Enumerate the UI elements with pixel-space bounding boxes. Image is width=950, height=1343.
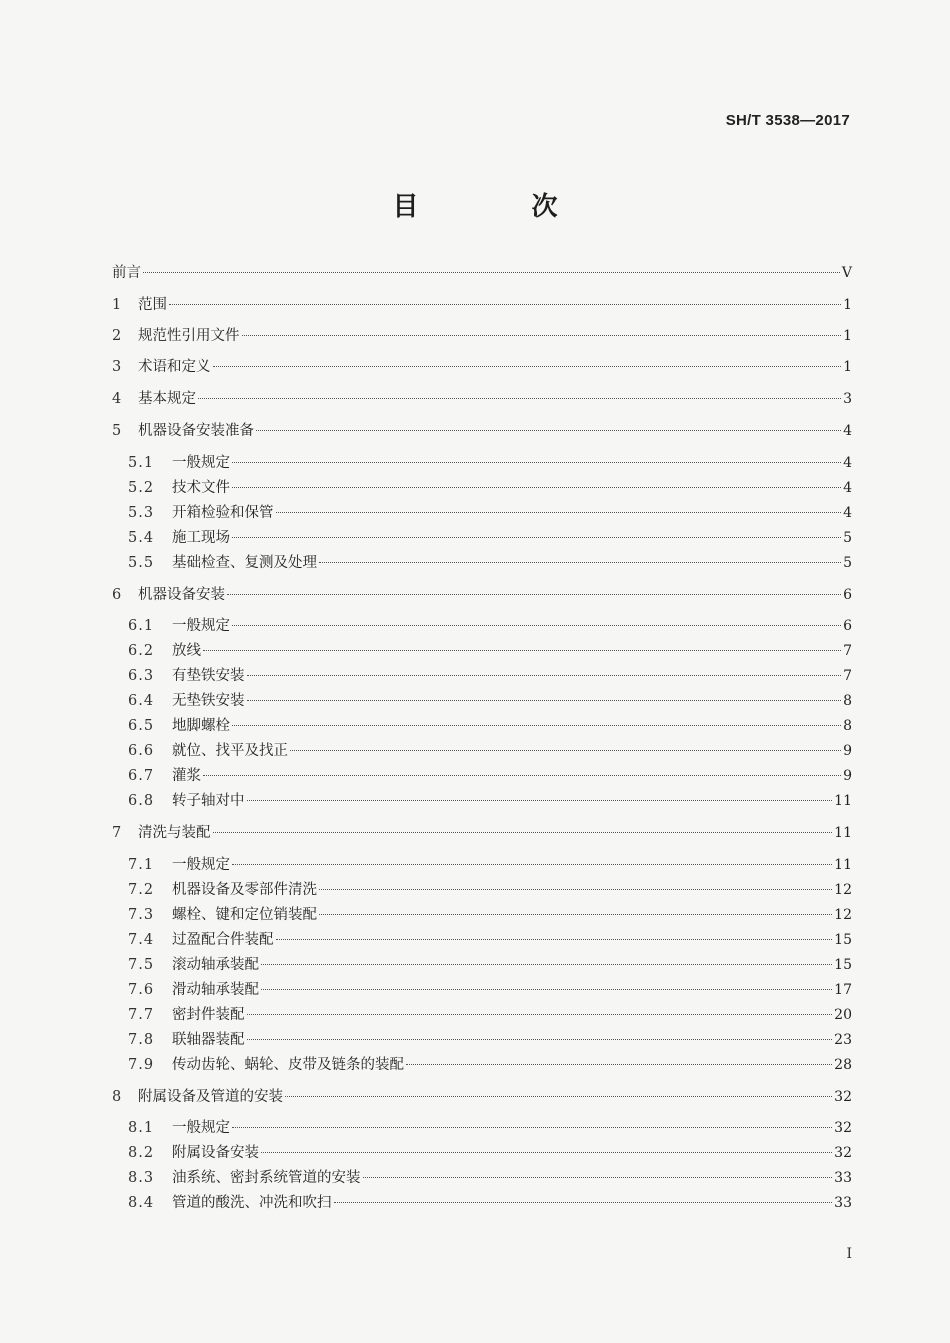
toc-entry-number: 5 bbox=[112, 423, 122, 439]
toc-entry[interactable] bbox=[128, 453, 852, 473]
dot-leader bbox=[406, 1064, 832, 1065]
dot-leader bbox=[247, 700, 842, 701]
toc-entry[interactable] bbox=[128, 1143, 852, 1163]
toc-entry-page: 7 bbox=[843, 643, 852, 659]
toc-entry-page: 9 bbox=[843, 743, 852, 759]
dot-leader bbox=[247, 675, 842, 676]
toc-entry-number: 8.4 bbox=[128, 1195, 155, 1211]
toc-entry-title: 就位、找平及找正 bbox=[172, 743, 288, 759]
dot-leader bbox=[276, 512, 842, 513]
toc-entry-page: 17 bbox=[834, 982, 852, 998]
dot-leader bbox=[261, 989, 832, 990]
toc-entry-page: 32 bbox=[834, 1120, 852, 1136]
toc-entry-title: 联轴器装配 bbox=[172, 1032, 245, 1048]
toc-entry[interactable] bbox=[112, 585, 852, 605]
toc-entry[interactable] bbox=[128, 716, 852, 736]
toc-entry-page: 20 bbox=[834, 1007, 852, 1023]
toc-entry[interactable] bbox=[128, 503, 852, 523]
toc-entry-page: 4 bbox=[843, 480, 852, 496]
toc-entry-title: 一般规定 bbox=[172, 455, 230, 471]
toc-entry[interactable] bbox=[128, 930, 852, 950]
toc-entry[interactable] bbox=[128, 741, 852, 761]
toc-entry-page: 4 bbox=[843, 455, 852, 471]
toc-entry-number: 6 bbox=[112, 587, 122, 603]
dot-leader bbox=[203, 775, 841, 776]
toc-entry-title: 传动齿轮、蜗轮、皮带及链条的装配 bbox=[172, 1057, 404, 1073]
toc-entry-number: 5.3 bbox=[128, 505, 155, 521]
page-number: I bbox=[846, 1246, 852, 1262]
toc-entry-title: 灌浆 bbox=[172, 768, 201, 784]
dot-leader bbox=[261, 964, 832, 965]
toc-entry[interactable] bbox=[112, 1087, 852, 1107]
toc-entry-page: 23 bbox=[834, 1032, 852, 1048]
toc-entry-title: 油系统、密封系统管道的安装 bbox=[172, 1170, 361, 1186]
toc-entry-page: 1 bbox=[843, 359, 852, 375]
dot-leader bbox=[363, 1177, 833, 1178]
toc-entry-title: 密封件装配 bbox=[172, 1007, 245, 1023]
dot-leader bbox=[276, 939, 833, 940]
dot-leader bbox=[247, 1039, 833, 1040]
toc-entry[interactable] bbox=[128, 980, 852, 1000]
toc-entry-title: 机器设备安装准备 bbox=[138, 423, 254, 439]
toc-entry-number: 6.3 bbox=[128, 668, 155, 684]
toc-entry-page: 33 bbox=[834, 1170, 852, 1186]
toc-entry-number: 5.1 bbox=[128, 455, 155, 471]
toc-entry-page: 8 bbox=[843, 718, 852, 734]
toc-entry-page: 15 bbox=[834, 932, 852, 948]
toc-entry-number: 7.6 bbox=[128, 982, 155, 998]
toc-entry-title: 有垫铁安装 bbox=[172, 668, 245, 684]
dot-leader bbox=[232, 725, 841, 726]
toc-entry-title: 规范性引用文件 bbox=[138, 328, 240, 344]
toc-entry-title: 一般规定 bbox=[172, 1120, 230, 1136]
toc-entry-title: 技术文件 bbox=[172, 480, 230, 496]
toc-entry-title: 过盈配合件装配 bbox=[172, 932, 274, 948]
dot-leader bbox=[232, 537, 841, 538]
toc-entry-title: 术语和定义 bbox=[138, 359, 211, 375]
dot-leader bbox=[198, 398, 841, 399]
toc-entry-title: 机器设备及零部件清洗 bbox=[172, 882, 317, 898]
toc-entry-number: 8 bbox=[112, 1089, 122, 1105]
toc-entry[interactable] bbox=[128, 766, 852, 786]
toc-entry-title: 前言 bbox=[112, 265, 141, 281]
toc-entry[interactable] bbox=[112, 263, 852, 283]
toc-entry[interactable] bbox=[128, 1118, 852, 1138]
toc-entry-number: 7.1 bbox=[128, 857, 155, 873]
toc-entry-number: 6.5 bbox=[128, 718, 155, 734]
toc-entry-number: 7.4 bbox=[128, 932, 155, 948]
toc-entry-number: 6.6 bbox=[128, 743, 155, 759]
toc-entry-page: 11 bbox=[834, 857, 852, 873]
toc-entry[interactable] bbox=[128, 1168, 852, 1188]
toc-entry-page: 8 bbox=[843, 693, 852, 709]
toc-entry-page: 15 bbox=[834, 957, 852, 973]
toc-entry[interactable] bbox=[128, 1055, 852, 1075]
toc-entry[interactable] bbox=[128, 666, 852, 686]
toc-entry-title: 附属设备及管道的安装 bbox=[138, 1089, 283, 1105]
dot-leader bbox=[169, 304, 841, 305]
dot-leader bbox=[143, 272, 840, 273]
toc-entry-number: 6.1 bbox=[128, 618, 155, 634]
toc-entry-number: 7.7 bbox=[128, 1007, 155, 1023]
toc-entry-number: 7.3 bbox=[128, 907, 155, 923]
toc-entry-number: 5.5 bbox=[128, 555, 155, 571]
dot-leader bbox=[242, 335, 842, 336]
document-code: SH/T 3538—2017 bbox=[725, 112, 850, 129]
toc-entry-title: 滑动轴承装配 bbox=[172, 982, 259, 998]
toc-entry-title: 基本规定 bbox=[138, 391, 196, 407]
toc-entry-title: 附属设备安装 bbox=[172, 1145, 259, 1161]
toc-entry-number: 6.4 bbox=[128, 693, 155, 709]
toc-entry-page: 5 bbox=[843, 530, 852, 546]
dot-leader bbox=[203, 650, 841, 651]
toc-entry-page: 12 bbox=[834, 907, 852, 923]
dot-leader bbox=[227, 594, 841, 595]
dot-leader bbox=[261, 1152, 832, 1153]
toc-entry-number: 7.9 bbox=[128, 1057, 155, 1073]
toc-entry[interactable] bbox=[112, 357, 852, 377]
toc-entry-number: 2 bbox=[112, 328, 122, 344]
toc-entry[interactable] bbox=[128, 478, 852, 498]
toc-entry-title: 一般规定 bbox=[172, 857, 230, 873]
toc-entry[interactable] bbox=[128, 528, 852, 548]
toc-entry[interactable] bbox=[112, 389, 852, 409]
toc-entry-number: 7 bbox=[112, 825, 122, 841]
toc-entry-title: 清洗与装配 bbox=[138, 825, 211, 841]
dot-leader bbox=[232, 864, 832, 865]
toc-entry[interactable] bbox=[112, 326, 852, 346]
toc-entry-title: 转子轴对中 bbox=[172, 793, 245, 809]
toc-entry-page: 12 bbox=[834, 882, 852, 898]
toc-entry-title: 一般规定 bbox=[172, 618, 230, 634]
toc-entry-title: 滚动轴承装配 bbox=[172, 957, 259, 973]
dot-leader bbox=[285, 1096, 832, 1097]
dot-leader bbox=[232, 625, 841, 626]
toc-entry-page: V bbox=[841, 265, 852, 281]
toc-entry-page: 3 bbox=[843, 391, 852, 407]
toc-entry-title: 管道的酸洗、冲洗和吹扫 bbox=[172, 1195, 332, 1211]
dot-leader bbox=[213, 832, 833, 833]
toc-entry-number: 7.5 bbox=[128, 957, 155, 973]
dot-leader bbox=[319, 914, 832, 915]
toc-entry-number: 4 bbox=[112, 391, 122, 407]
toc-entry[interactable] bbox=[112, 823, 852, 843]
toc-entry-number: 3 bbox=[112, 359, 122, 375]
dot-leader bbox=[334, 1202, 833, 1203]
toc-entry-number: 1 bbox=[112, 297, 122, 313]
toc-entry-page: 6 bbox=[843, 587, 852, 603]
toc-entry-number: 7.8 bbox=[128, 1032, 155, 1048]
toc-entry-number: 6.7 bbox=[128, 768, 155, 784]
toc-entry-page: 1 bbox=[843, 297, 852, 313]
toc-entry[interactable] bbox=[128, 955, 852, 975]
toc-entry-number: 6.8 bbox=[128, 793, 155, 809]
toc-entry[interactable] bbox=[128, 880, 852, 900]
dot-leader bbox=[232, 1127, 832, 1128]
toc-entry[interactable] bbox=[112, 421, 852, 441]
toc-entry-number: 5.2 bbox=[128, 480, 155, 496]
toc-entry-page: 4 bbox=[843, 423, 852, 439]
dot-leader bbox=[213, 366, 842, 367]
toc-entry-page: 11 bbox=[834, 825, 852, 841]
toc-entry-page: 9 bbox=[843, 768, 852, 784]
toc-entry-title: 螺栓、键和定位销装配 bbox=[172, 907, 317, 923]
toc-entry[interactable] bbox=[128, 1005, 852, 1025]
toc-entry-page: 32 bbox=[834, 1089, 852, 1105]
toc-entry[interactable] bbox=[128, 616, 852, 636]
toc-entry-number: 8.3 bbox=[128, 1170, 155, 1186]
toc-entry[interactable] bbox=[128, 641, 852, 661]
toc-entry-title: 开箱检验和保管 bbox=[172, 505, 274, 521]
toc-entry[interactable] bbox=[112, 295, 852, 315]
toc-entry-page: 28 bbox=[834, 1057, 852, 1073]
toc-entry[interactable] bbox=[128, 553, 852, 573]
dot-leader bbox=[290, 750, 841, 751]
toc-entry-page: 1 bbox=[843, 328, 852, 344]
toc-entry[interactable] bbox=[128, 1193, 852, 1213]
toc-entry-number: 8.1 bbox=[128, 1120, 155, 1136]
dot-leader bbox=[232, 487, 841, 488]
toc-entry[interactable] bbox=[128, 791, 852, 811]
toc-entry[interactable] bbox=[128, 1030, 852, 1050]
toc-entry-page: 33 bbox=[834, 1195, 852, 1211]
toc-title: 目 次 bbox=[392, 192, 610, 222]
toc-entry[interactable] bbox=[128, 905, 852, 925]
toc-entry-page: 4 bbox=[843, 505, 852, 521]
toc-entry-title: 范围 bbox=[138, 297, 167, 313]
toc-entry-title: 放线 bbox=[172, 643, 201, 659]
toc-entry-number: 6.2 bbox=[128, 643, 155, 659]
toc-entry-page: 11 bbox=[834, 793, 852, 809]
toc-entry-page: 5 bbox=[843, 555, 852, 571]
toc-entry-title: 基础检查、复测及处理 bbox=[172, 555, 317, 571]
toc-entry-title: 机器设备安装 bbox=[138, 587, 225, 603]
toc-entry-number: 7.2 bbox=[128, 882, 155, 898]
toc-entry-number: 8.2 bbox=[128, 1145, 155, 1161]
toc-entry-title: 无垫铁安装 bbox=[172, 693, 245, 709]
dot-leader bbox=[232, 462, 841, 463]
dot-leader bbox=[247, 1014, 833, 1015]
dot-leader bbox=[319, 889, 832, 890]
dot-leader bbox=[247, 800, 833, 801]
toc-entry-page: 32 bbox=[834, 1145, 852, 1161]
toc-entry-number: 5.4 bbox=[128, 530, 155, 546]
toc-entry-page: 6 bbox=[843, 618, 852, 634]
dot-leader bbox=[256, 430, 841, 431]
toc-entry-title: 施工现场 bbox=[172, 530, 230, 546]
toc-entry-page: 7 bbox=[843, 668, 852, 684]
toc-entry[interactable] bbox=[128, 855, 852, 875]
dot-leader bbox=[319, 562, 841, 563]
toc-entry[interactable] bbox=[128, 691, 852, 711]
toc-entry-title: 地脚螺栓 bbox=[172, 718, 230, 734]
